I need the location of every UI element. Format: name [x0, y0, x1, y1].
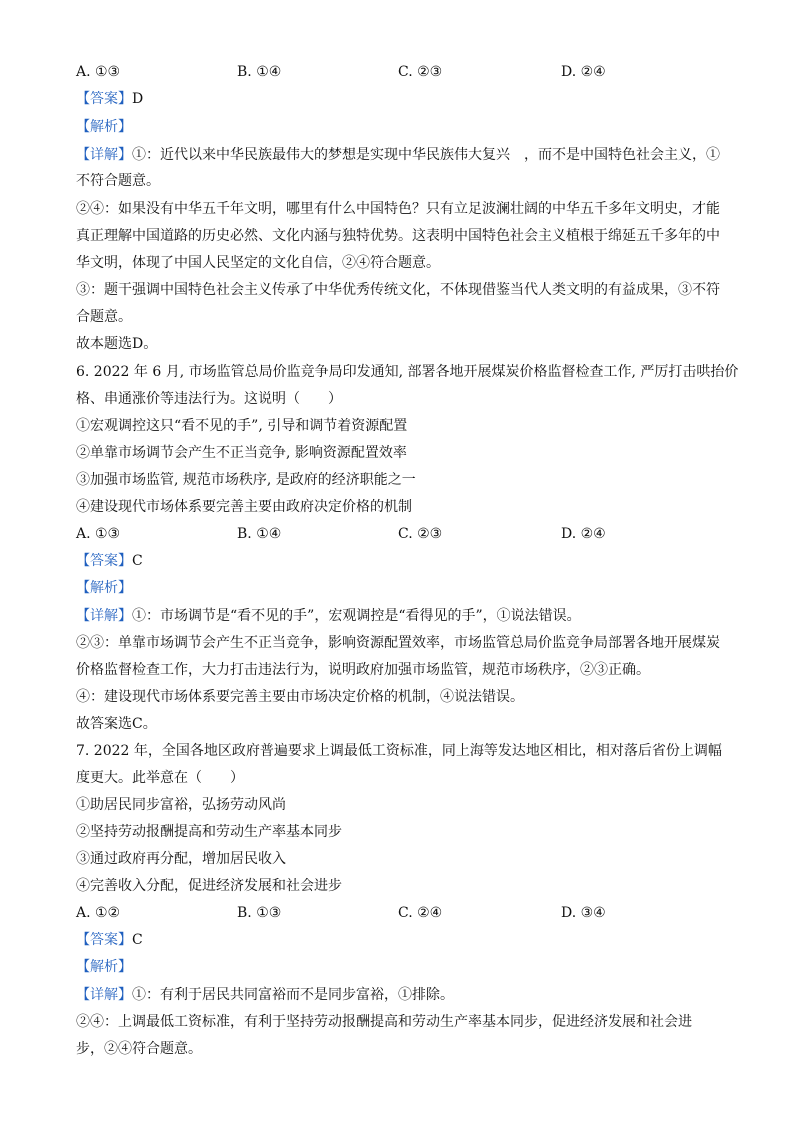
- q6-option-d: D. ②④: [561, 526, 606, 542]
- q6-analysis-tag: 【解析】: [76, 580, 132, 596]
- q6-option-b: B. ①④: [237, 526, 282, 542]
- q5-option-c: C. ②③: [398, 64, 443, 80]
- q5-detail-line: [76, 145, 720, 165]
- q7-choice: ③通过政府再分配，增加居民收入: [76, 851, 286, 867]
- answer-tag: 【答案】: [76, 91, 132, 107]
- q7-choice: ①助居民同步富裕，弘扬劳动风尚: [76, 797, 286, 813]
- q6-choice: ①宏观调控这只“看不见的手”, 引导和调节着资源配置: [76, 418, 408, 434]
- q6-detail-line: 价格监督检查工作，大力打击违法行为，说明政府加强市场监管，规范市场秩序，②③正确。: [76, 662, 650, 678]
- q5-option-d: D. ②④: [561, 64, 606, 80]
- q5-detail-line: 合题意。: [76, 309, 132, 325]
- q5-detail-line: ③：题干强调中国特色社会主义传承了中华优秀传统文化，不体现借鉴当代人类文明的有益成果，③不符: [76, 282, 720, 298]
- q7-option-d: D. ③④: [561, 905, 606, 921]
- q5-detail-line: 真正理解中国道路的历史必然、文化内涵与独特优势。这表明中国特色社会主义植根于绵延五千多年的中: [76, 228, 720, 244]
- q5-detail-line: 不符合题意。: [76, 173, 160, 189]
- q5-option-b: B. ①④: [237, 64, 282, 80]
- q7-option-b: B. ①③: [237, 905, 282, 921]
- q7-detail-line: 步，②④符合题意。: [76, 1041, 202, 1057]
- q6-detail-line: ④：建设现代市场体系要完善主要由市场决定价格的机制，④说法错误。: [76, 689, 524, 705]
- q7-detail-line: ②④：上调最低工资标准，有利于坚持劳动报酬提高和劳动生产率基本同步，促进经济发展和社会进: [76, 1014, 692, 1030]
- q6-option-a: A. ①③: [76, 526, 121, 542]
- answer-tag: 【答案】: [76, 553, 132, 569]
- q7-options: [76, 903, 736, 923]
- answer-value: C: [132, 553, 143, 569]
- q5-detail-line: ②④：如果没有中华五千年文明，哪里有什么中国特色？只有立足波澜壮阔的中华五千多年文明史，才能: [76, 201, 720, 217]
- answer-value: D: [132, 91, 144, 107]
- q6-stem: 格、串通涨价等违法行为。这说明（ ）: [76, 391, 342, 407]
- q6-choice: ②单靠市场调节会产生不正当竞争, 影响资源配置效率: [76, 445, 407, 461]
- detail-tag: 【详解】: [76, 608, 132, 624]
- answer-value: C: [132, 932, 143, 948]
- q6-choice: ④建设现代市场体系要完善主要由政府决定价格的机制: [76, 499, 412, 515]
- detail-tag: 【详解】: [76, 987, 132, 1003]
- q7-option-c: C. ②④: [398, 905, 443, 921]
- q5-answer: [76, 89, 143, 109]
- q7-analysis-tag: 【解析】: [76, 959, 132, 975]
- q7-choice: ②坚持劳动报酬提高和劳动生产率基本同步: [76, 824, 342, 840]
- q7-stem: 7. 2022 年，全国各地区政府普遍要求上调最低工资标准，同上海等发达地区相比，相对落后省份上调幅: [76, 743, 722, 759]
- q6-options: [76, 524, 736, 544]
- q6-detail-line: ②③：单靠市场调节会产生不正当竞争，影响资源配置效率，市场监管总局价监竞争局部署各地开展煤炭: [76, 635, 720, 651]
- detail-text: ①：市场调节是“看不见的手”，宏观调控是“看得见的手”，①说法错误。: [132, 608, 581, 624]
- q5-options: [76, 62, 736, 82]
- q6-option-c: C. ②③: [398, 526, 443, 542]
- q5-analysis-tag: 【解析】: [76, 119, 132, 135]
- detail-text: ①：近代以来中华民族最伟大的梦想是实现中华民族伟大复兴 ，而不是中国特色社会主义，①: [132, 147, 720, 163]
- detail-text: ①：有利于居民共同富裕而不是同步富裕，①排除。: [132, 987, 454, 1003]
- q7-option-a: A. ①②: [76, 905, 121, 921]
- q6-detail-line: 故答案选C。: [76, 716, 157, 732]
- q6-choice: ③加强市场监管, 规范市场秩序, 是政府的经济职能之一: [76, 472, 416, 488]
- answer-tag: 【答案】: [76, 932, 132, 948]
- q6-stem: 6. 2022 年 6 月, 市场监管总局价监竞争局印发通知, 部署各地开展煤炭价格监督检查工作, 严厉打击哄抬价: [76, 364, 739, 380]
- q7-detail-line: [76, 985, 454, 1005]
- q7-choice: ④完善收入分配，促进经济发展和社会进步: [76, 878, 342, 894]
- q6-detail-line: [76, 606, 581, 626]
- q7-stem: 度更大。此举意在（ ）: [76, 770, 244, 786]
- q5-detail-line: 华文明，体现了中国人民坚定的文化自信，②④符合题意。: [76, 255, 440, 271]
- q5-option-a: A. ①③: [76, 64, 121, 80]
- q7-answer: [76, 930, 143, 950]
- detail-tag: 【详解】: [76, 147, 132, 163]
- q5-detail-line: 故本题选D。: [76, 336, 158, 352]
- q6-answer: [76, 551, 143, 571]
